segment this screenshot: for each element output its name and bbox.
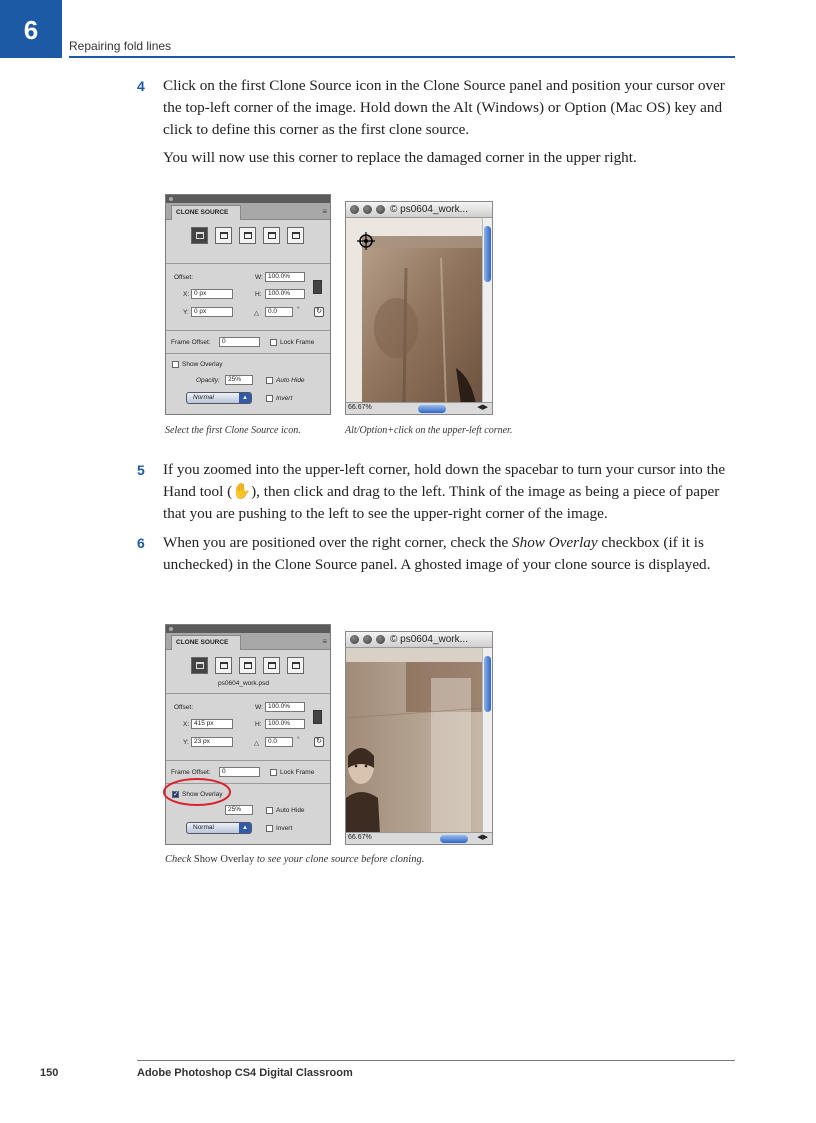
source-filename: ps0604_work.psd <box>218 680 269 687</box>
clone-source-5-icon[interactable] <box>287 657 304 674</box>
y-label: Y: <box>183 309 189 316</box>
clone-source-4-icon[interactable] <box>263 657 280 674</box>
panel-tab-row <box>166 633 330 650</box>
page-number: 150 <box>40 1067 59 1079</box>
lock-frame-checkbox[interactable] <box>270 769 277 776</box>
document-title: © ps0604_work... <box>390 634 468 645</box>
book-title: Adobe Photoshop CS4 Digital Classroom <box>137 1067 353 1079</box>
zoom-button[interactable] <box>376 635 385 644</box>
offset-section <box>166 263 330 330</box>
lock-frame-checkbox[interactable] <box>270 339 277 346</box>
frame-offset-field[interactable]: 0 <box>219 337 260 347</box>
y-field[interactable]: 0 px <box>191 307 233 317</box>
clone-source-tab[interactable]: CLONE SOURCE <box>171 635 241 650</box>
show-overlay-checkbox[interactable] <box>172 361 179 368</box>
panel-tab-row <box>166 203 330 220</box>
step-5 <box>137 459 737 525</box>
angle-icon: △ <box>254 740 259 747</box>
angle-field[interactable]: 0.0 <box>265 307 293 317</box>
select-arrow-icon: ▲ <box>239 823 251 833</box>
invert-checkbox[interactable] <box>266 395 273 402</box>
lock-frame-label: Lock Frame <box>280 339 315 346</box>
step-number: 6 <box>137 535 145 551</box>
clone-source-panel <box>165 194 331 415</box>
header-rule <box>69 56 735 58</box>
blend-mode-select[interactable] <box>186 392 252 404</box>
height-label: H: <box>255 291 262 298</box>
x-field[interactable]: 0 px <box>191 289 233 299</box>
opacity-field[interactable]: 25% <box>225 805 253 815</box>
offset-section <box>166 693 330 760</box>
minimize-button[interactable] <box>363 635 372 644</box>
angle-field[interactable]: 0.0 <box>265 737 293 747</box>
y-label: Y: <box>183 739 189 746</box>
photo-canvas[interactable] <box>346 648 483 834</box>
photo-canvas[interactable] <box>346 218 483 404</box>
step-number: 5 <box>137 462 145 478</box>
width-label: W: <box>255 704 263 711</box>
auto-hide-checkbox[interactable] <box>266 377 273 384</box>
opacity-label: Opacity: <box>196 377 220 384</box>
show-overlay-label: Show Overlay <box>182 791 223 798</box>
horizontal-scroll-thumb[interactable] <box>418 405 446 413</box>
chapter-number: 6 <box>23 14 39 45</box>
panel-titlebar <box>166 195 330 203</box>
degree-sign: ° <box>297 306 300 313</box>
highlight-circle <box>162 776 234 808</box>
clone-source-panel <box>165 624 331 845</box>
figure1-caption-left: Select the first Clone Source icon. <box>165 425 301 436</box>
zoom-level[interactable]: 66.67% <box>348 834 372 841</box>
clone-source-1-icon[interactable] <box>191 657 208 674</box>
step-text: Click on the first Clone Source icon in the Clone Source panel and position your cursor over the top-left corner of the image. Hold down the Alt (Windows) or Option (Mac OS) key and click to define this corner as the first clone source. <box>163 77 725 138</box>
horizontal-scroll-thumb[interactable] <box>440 835 468 843</box>
x-field[interactable]: 415 px <box>191 719 233 729</box>
show-overlay-checkbox[interactable]: ✓ <box>173 791 179 798</box>
height-field[interactable]: 100.0% <box>265 719 305 729</box>
auto-hide-label: Auto Hide <box>276 807 305 814</box>
document-title: © ps0604_work... <box>390 204 468 215</box>
scroll-thumb[interactable] <box>484 226 491 282</box>
figure1-caption-right: Alt/Option+click on the upper-left corner. <box>345 425 513 436</box>
auto-hide-label: Auto Hide <box>276 377 305 384</box>
document-titlebar <box>346 632 492 648</box>
frame-offset-label: Frame Offset: <box>171 769 211 776</box>
document-titlebar <box>346 202 492 218</box>
offset-label: Offset: <box>174 704 194 711</box>
close-button[interactable] <box>350 205 359 214</box>
auto-hide-checkbox[interactable] <box>266 807 273 814</box>
angle-icon: △ <box>254 310 259 317</box>
height-label: H: <box>255 721 262 728</box>
frame-offset-field[interactable]: 0 <box>219 767 260 777</box>
body-paragraph: You will now use this corner to replace the damaged corner in the upper right. <box>163 149 637 166</box>
overlay-section <box>166 353 330 414</box>
degree-sign: ° <box>297 736 300 743</box>
invert-label: Invert <box>276 825 293 832</box>
clone-source-3-icon[interactable] <box>239 227 256 244</box>
frame-offset-label: Frame Offset: <box>171 339 211 346</box>
step-4 <box>137 75 737 141</box>
document-window <box>345 201 493 415</box>
document-window <box>345 631 493 845</box>
status-bar <box>346 402 492 414</box>
link-chain-icon[interactable] <box>313 710 322 724</box>
clone-source-2-icon[interactable] <box>215 657 232 674</box>
zoom-button[interactable] <box>376 205 385 214</box>
invert-label: Invert <box>276 395 293 402</box>
footer-rule <box>137 1060 735 1061</box>
scroll-thumb[interactable] <box>484 656 491 712</box>
zoom-level[interactable]: 66.67% <box>348 404 372 411</box>
clone-source-2-icon[interactable] <box>215 227 232 244</box>
scroll-arrows-icon[interactable]: ◀▶ <box>477 404 488 411</box>
y-field[interactable]: 23 px <box>191 737 233 747</box>
blend-mode-select[interactable] <box>186 822 252 834</box>
opacity-field[interactable]: 25% <box>225 375 253 385</box>
clone-source-1-icon[interactable] <box>191 227 208 244</box>
close-button[interactable] <box>350 635 359 644</box>
height-field[interactable]: 100.0% <box>265 289 305 299</box>
x-label: X: <box>183 721 190 728</box>
vertical-scrollbar[interactable] <box>482 648 492 834</box>
minimize-button[interactable] <box>363 205 372 214</box>
running-title: Repairing fold lines <box>69 39 172 53</box>
clone-source-5-icon[interactable] <box>287 227 304 244</box>
select-arrow-icon: ▲ <box>239 393 251 403</box>
lock-frame-label: Lock Frame <box>280 769 315 776</box>
panel-menu-icon[interactable]: ≡ <box>322 207 327 216</box>
reset-transform-icon[interactable]: ↻ <box>314 737 324 747</box>
step-6 <box>137 532 737 576</box>
width-field[interactable]: 100.0% <box>265 272 305 282</box>
chapter-number-tab <box>0 0 62 58</box>
scroll-arrows-icon[interactable]: ◀▶ <box>477 834 488 841</box>
panel-menu-icon[interactable]: ≡ <box>322 637 327 646</box>
panel-titlebar <box>166 625 330 633</box>
clone-source-tab[interactable]: CLONE SOURCE <box>171 205 241 220</box>
clone-source-icons <box>166 650 330 678</box>
clone-source-3-icon[interactable] <box>239 657 256 674</box>
link-chain-icon[interactable] <box>313 280 322 294</box>
vertical-scrollbar[interactable] <box>482 218 492 404</box>
show-overlay-label: Show Overlay <box>182 361 223 368</box>
blend-mode-value: Normal <box>193 394 214 401</box>
clone-source-4-icon[interactable] <box>263 227 280 244</box>
step-number: 4 <box>137 78 145 94</box>
width-label: W: <box>255 274 263 281</box>
frame-offset-section <box>166 330 330 353</box>
clone-source-icons <box>166 220 330 250</box>
width-field[interactable]: 100.0% <box>265 702 305 712</box>
offset-label: Offset: <box>174 274 194 281</box>
invert-checkbox[interactable] <box>266 825 273 832</box>
status-bar <box>346 832 492 844</box>
step-text: If you zoomed into the upper-left corner, hold down the spacebar to turn your cursor into the Hand tool (✋), then click and drag to the left. Think of the image as being a piece of paper that you are pushing to the left to see the upper-right corner of the image. <box>163 461 726 522</box>
blend-mode-value: Normal <box>193 824 214 831</box>
figure2-caption: Check Show Overlay to see your clone source before cloning. <box>165 854 425 865</box>
reset-transform-icon[interactable]: ↻ <box>314 307 324 317</box>
x-label: X: <box>183 291 190 298</box>
step-text: When you are positioned over the right corner, check the Show Overlay checkbox (if it is unchecked) in the Clone Source panel. A ghosted image of your clone source is displayed. <box>163 534 711 573</box>
